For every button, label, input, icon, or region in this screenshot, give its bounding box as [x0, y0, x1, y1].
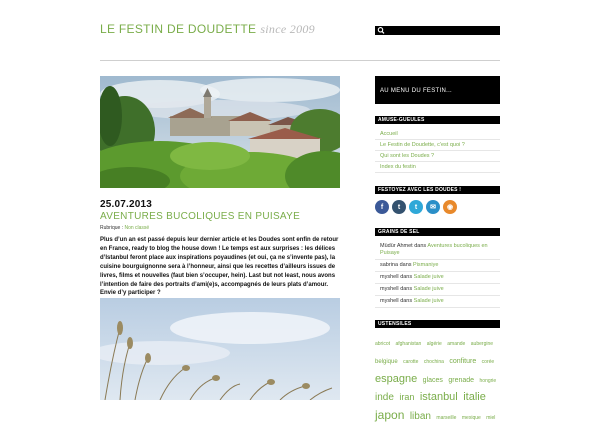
link-accueil[interactable]: Accueil	[375, 129, 500, 140]
email-icon[interactable]: ✉	[426, 200, 440, 214]
social-icons	[375, 200, 457, 214]
post-excerpt: Plus d’un an est passé depuis leur dernier article et les Doudes sont enfin de retour en France, ready to blog the house down ! Le temps est aux surprises : les délices d’Istanbul feront place aux inspirations poyaudines (et oui, ça ne s’invente pas), la cuisine bourguignonne sera à l’honneur, ainsi que les recettes d’ailleurs issues de livres, films et nouvelles (faut bien s’occuper, hein). Last but not least, nous avons l’intention de faire des portraits d’ami(e)s, accompagnés de leurs plats d’amour. Envie d’y participer ?	[100, 237, 339, 297]
link-qui-doudes[interactable]: Qui sont les Doudes ?	[375, 151, 500, 162]
search-box[interactable]	[375, 26, 500, 35]
menu-title: AU MENU DU FESTIN...	[380, 88, 453, 94]
comment-dans: dans	[400, 298, 413, 304]
search-input[interactable]	[387, 26, 497, 35]
tag-link[interactable]: japon	[375, 407, 405, 422]
search-icon[interactable]	[377, 26, 385, 35]
header-divider	[100, 60, 500, 61]
comment-author: myshell	[380, 274, 399, 280]
recent-comments-list	[375, 241, 500, 308]
category-link[interactable]: Non classé	[124, 225, 150, 231]
tag-link[interactable]: corée	[481, 359, 495, 366]
tag-cloud	[375, 332, 500, 424]
widget-title-ustensiles: USTENSILES	[375, 320, 500, 328]
tag-link[interactable]: inde	[375, 392, 394, 404]
tag-link[interactable]: marseille	[436, 414, 457, 421]
site-name[interactable]: LE FESTIN DE DOUDETTE	[100, 22, 257, 36]
link-festin-quoi[interactable]: Le Festin de Doudette, c'est quoi ?	[375, 140, 500, 151]
tag-link[interactable]: hongrie	[479, 377, 497, 384]
comment-post-link[interactable]: Salade juive	[413, 298, 444, 304]
post-article	[100, 76, 340, 298]
comment-item	[375, 284, 500, 296]
comment-item	[375, 260, 500, 272]
post-date: 25.07.2013	[100, 199, 153, 210]
widget-title-grains: GRAINS DE SEL	[375, 228, 500, 236]
link-index-festin[interactable]: Index du festin	[375, 162, 500, 173]
tag-link[interactable]: iran	[399, 392, 415, 403]
post-second-image[interactable]	[100, 298, 340, 400]
tag-link[interactable]: aubergine	[470, 341, 494, 347]
twitter-icon[interactable]: t	[409, 200, 423, 214]
category-label: Rubrique :	[100, 225, 124, 231]
comment-item	[375, 272, 500, 284]
post-title[interactable]: AVENTURES BUCOLIQUES EN PUISAYE	[100, 211, 301, 222]
site-tagline: since 2009	[260, 22, 315, 36]
comment-author: myshell	[380, 286, 399, 292]
tumblr-icon[interactable]: t	[392, 200, 406, 214]
post-featured-image[interactable]	[100, 76, 340, 188]
widget-title-amuse: AMUSE-GUEULES	[375, 116, 500, 124]
comment-dans: dans	[400, 286, 413, 292]
comment-dans: dans	[399, 262, 412, 268]
tag-link[interactable]: afghanistan	[395, 341, 422, 347]
tag-link[interactable]: carotte	[403, 359, 419, 366]
rss-icon[interactable]: ◉	[443, 200, 457, 214]
tag-link[interactable]: abricot	[375, 341, 391, 347]
tag-link[interactable]: grenade	[448, 376, 475, 384]
comment-dans: dans	[414, 243, 427, 249]
tag-link[interactable]: italie	[463, 391, 486, 404]
comment-post-link[interactable]: Salade juive	[413, 274, 444, 280]
comment-item	[375, 241, 500, 260]
tag-link[interactable]: chochina	[423, 359, 444, 366]
tag-link[interactable]: espagne	[375, 372, 418, 385]
comment-author: myshell	[380, 298, 399, 304]
widget-title-festoyez: FESTOYEZ AVEC LES DOUDES !	[375, 186, 500, 194]
menu-box	[375, 76, 500, 104]
tag-link[interactable]: istanbul	[419, 391, 458, 404]
comment-author: sabrina	[380, 262, 399, 268]
tag-link[interactable]: liban	[409, 410, 431, 422]
comment-item	[375, 296, 500, 308]
tag-link[interactable]: glaces	[422, 376, 443, 384]
comment-post-link[interactable]: Aventures bucoliques en Puisaye	[380, 243, 488, 256]
post-category	[100, 225, 340, 231]
tag-link[interactable]: algérie	[426, 341, 442, 347]
tag-link[interactable]: mexique	[461, 414, 481, 421]
comment-post-link[interactable]: Salade juive	[413, 286, 444, 292]
comment-author: Müdür Ahmet	[380, 243, 413, 249]
amuse-links-list	[375, 129, 500, 173]
site-title[interactable]	[100, 22, 315, 37]
tag-link[interactable]: belgique	[375, 359, 398, 366]
facebook-icon[interactable]: f	[375, 200, 389, 214]
tag-link[interactable]: miel	[486, 414, 496, 421]
comment-post-link[interactable]: Pismaniye	[413, 262, 439, 268]
tag-link[interactable]: confiture	[449, 358, 477, 366]
comment-dans: dans	[400, 274, 413, 280]
tag-link[interactable]: amande	[447, 341, 466, 347]
